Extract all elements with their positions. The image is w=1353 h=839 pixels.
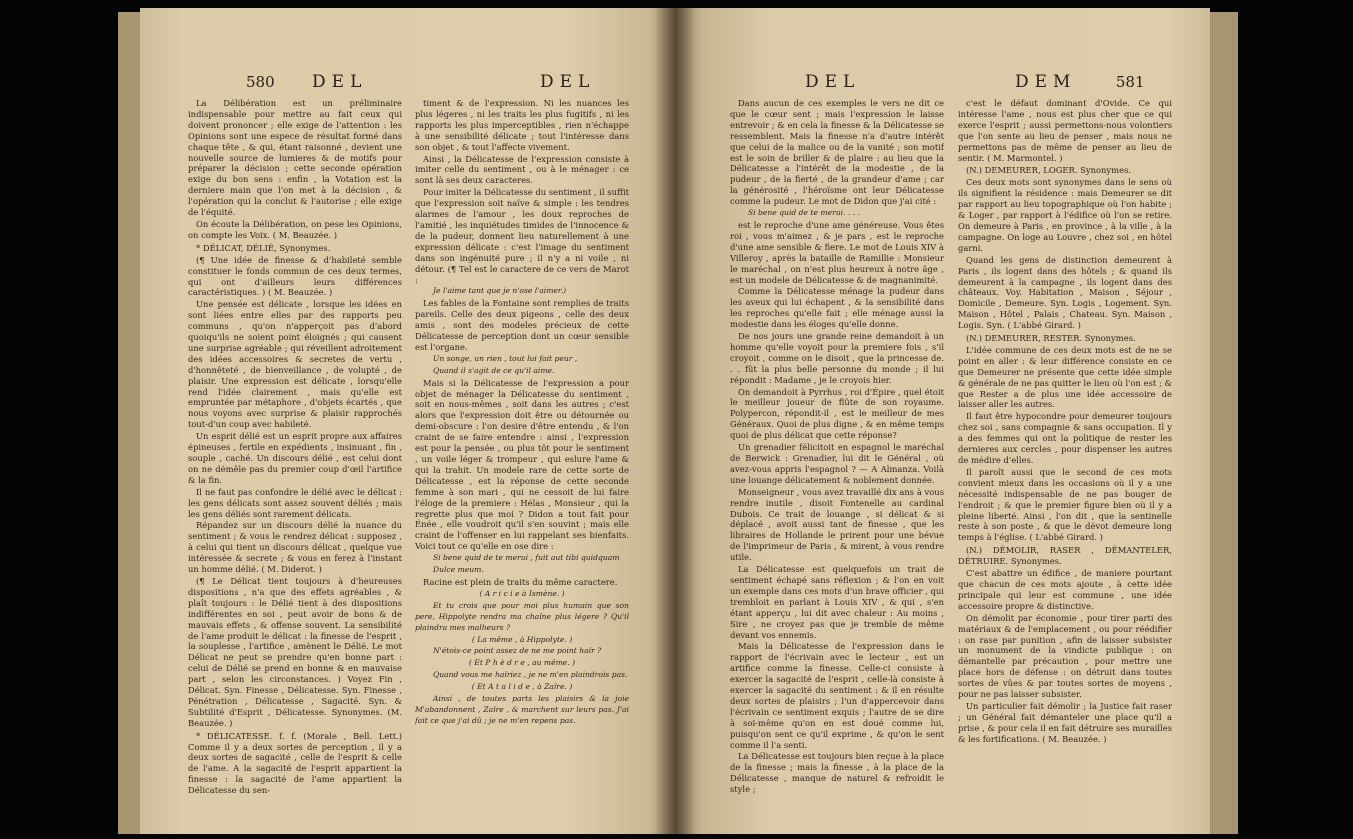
text-paragraph: Pour imiter la Délicatesse du sentiment , il suffit que l'expression soit naïve & simple : les tendres alarmes de l'amour , les doux reproches de l'amitié , les inquiétudes timides de l'innocence & de la pudeur, donnent lieu naturellement à une expression délicate : c'est l'image du sentiment dans son ingénuité pure ; il n'y a ni voile , ni détour. (¶ Tel est le caractere de ce vers de Marot : <box>415 187 629 285</box>
entry-heading: * DÉLICAT, DÉLIÉ, Synonymes. <box>196 242 331 253</box>
text-paragraph: (¶ Une idée de finesse & d'habileté semble constituer le fonds commun de ces deux termes, qui ont d'ailleurs leurs différences caractéristiques. ) ( M. Beauzée. ) <box>188 254 402 298</box>
verse-attribution: ( Et P h è d r e , au même. ) <box>468 658 576 668</box>
entry-heading: (N.) DEMEURER, LOGER. Synonymes. <box>966 165 1132 176</box>
text-paragraph: La Délibération est un préliminaire indispensable pour mettre au fait ceux qui doivent prononcer ; elle exige de l'attention : les Opinions sont une espece de résultat formé dans chaque tête , & qui, étant raisonné , devient une nouvelle source de lumieres & de motifs pour préparer la décision ; cette seconde opération exige du bon sens : enfin , la Votation est la derniere main que l'on met à la décision , & l'opération qui la conclut & l'autorise ; elle exige de l'équité. <box>188 98 402 218</box>
right-column-2 <box>958 98 1172 818</box>
text-paragraph: Un grenadier félicitoit en espagnol le maréchal de Berwick : Grenadier, lui dit le Général , où avez-vous appris l'espagnol ? — A Almanza. Voilà une louange délicatement & noblement donnée. <box>730 442 944 485</box>
left-header-term-1: DEL <box>312 72 368 92</box>
verse-line: Si bene quid de te merui , fuit aut tibi quidquam <box>433 553 620 563</box>
book-edge-left <box>118 12 142 834</box>
verse-attribution: ( A r i c i e à Ismène. ) <box>479 588 565 598</box>
left-page-number: 580 <box>246 73 275 91</box>
verse-attribution: ( La même , à Hippolyte. ) <box>471 634 573 644</box>
text-paragraph: Un esprit délié est un esprit propre aux affaires épineuses , fertile en expédients , insinuant , fin , souple , caché. Un discours délié , est celui dont on ne démêle pas du premier coup d'œil l'artifice & la fin. <box>188 431 402 485</box>
text-paragraph: timent & de l'expression. Ni les nuances les plus légeres , ni les traits les plus fugitifs , ni les rapports les plus imperceptibles , rien n'échappe à une sensibilité délicate ; tout l'intéresse dans son objet , & tout l'affecte vivement. <box>415 98 629 152</box>
text-paragraph: C'est abattre un édifice , de maniere pourtant que chacun de ces mots ajoute , à cette idée principale qui leur est commune , une idée accessoire propre & distinctive. <box>958 568 1172 611</box>
text-paragraph: Ainsi , la Délicatesse de l'expression consiste à imiter celle du sentiment , ou à le ménager : ce sont là ses deux caracteres. <box>415 153 629 186</box>
text-paragraph: Ces deux mots sont synonymes dans le sens où ils signifient la résidence : mais Demeurer se dit par rapport au lieu topographique où l'on habite ; & Loger , par rapport à l'édifice où l'on se retire. On demeure à Paris , en province , à la ville , à la campagne. On loge au Louvre , chez soi , en hôtel garni. <box>958 177 1172 253</box>
left-column-1 <box>188 98 402 818</box>
left-column-2 <box>415 98 629 818</box>
right-page-number: 581 <box>1115 73 1145 91</box>
text-paragraph: Racine est plein de traits du même caractere. <box>423 576 618 587</box>
book-edge-right <box>1208 12 1238 834</box>
text-paragraph: L'idée commune de ces deux mots est de ne se point en aller : & leur différence consiste en ce que Demeurer ne présente que cette idée simple & générale de ne pas quitter le lieu où l'on est ; & que Rester a de plus une idée accessoire de laisser aller les autres. <box>958 344 1172 410</box>
right-header-term-2: DEM <box>1015 72 1077 92</box>
text-paragraph: c'est le défaut dominant d'Ovide. Ce qui intéresse l'ame , nous est plus cher que ce qui exerce l'esprit ; aussi permettons-nous volontiers que l'on sente au lieu de penser , mais nous ne permettons pas de même de penser au lieu de sentir. ( M. Marmontel. ) <box>958 98 1172 163</box>
verse-line: N'étois-ce point assez de ne me point haïr ? <box>433 646 602 656</box>
open-book <box>140 8 1210 834</box>
right-page-header <box>1015 72 1145 92</box>
text-paragraph: La Délicatesse est toujours bien reçue à la place de la finesse ; mais la finesse , à la place de la Délicatesse , manque de naturel & refroidit le style ; <box>730 751 944 795</box>
right-column-1 <box>730 98 944 818</box>
text-paragraph: Il faut être hypocondre pour demeurer toujours chez soi , sans compagnie & sans occupation. Il y a des femmes qui ont la politique de rester les dernieres aux cercles , pour dispenser les autres de médire d'elles. <box>958 411 1172 465</box>
text-paragraph: La Délicatesse est quelquefois un trait de sentiment échapé sans réflexion ; & l'on en voit un exemple dans ces mots d'un brave officier , qui trembloit en parlant à Louis XIV , & qui , s'en étant apperçu , lui dit avec chaleur : Au moins , Sire , ne croyez pas que je tremble de même devant vos ennemis. <box>730 564 944 640</box>
text-paragraph: On demandoit à Pyrrhus , roi d'Épire , quel étoit le meilleur joueur de flûte de son royaume. Polypercon, répondit-il , est le meilleur de mes Généraux. Quoi de plus digne , & en même temps quoi de plus délicat que cette réponse? <box>730 386 944 441</box>
verse-line: Si bene quid de te merui. . . . <box>748 208 860 218</box>
text-paragraph: (¶ Le Délicat tient toujours à d'heureuses dispositions , n'a que des effets agréables , & plaît toujours : le Délié tient à des dispositions indifférentes en soi , peut avoir de bons & de mauvais effets , & offense souvent. La sensibilité de l'ame produit le délicat : la finesse de l'esprit , la souplesse , l'artifice , amènent le Délié. Le mot Délicat ne peut se prendre qu'en bonne part : celui de Délié se prend en bonne & en mauvaise part , selon les circonstances. ) Voyez Fin , Délicat. Syn. Finesse , Délicatesse. Syn. Finesse , Pénétration , Délicatesse , Sagacité. Syn. & Subtilité d'Esprit , Délicatesse. Synonymes. (M. Beauzée. ) <box>188 575 402 728</box>
text-paragraph: De nos jours une grande reine demandoit à un homme qu'elle voyoit pour la premiere fois , s'il croyoit , comme on le disoit , que la princesse de. . . fût la plus belle personne du monde ; il lui répondit : Madame , je le croyois hier. <box>730 331 944 385</box>
text-paragraph: Les fables de la Fontaine sont remplies de traits pareils. Celle des deux pigeons , celle des deux amis , sont des modeles précieux de cette Délicatesse de perception dont un cœur sensible est l'organe. <box>415 298 629 352</box>
text-paragraph: Une pensée est délicate , lorsque les idées en sont liées entre elles par des rapports peu communs , qu'on n'apperçoit pas d'abord quoiqu'ils ne soient point éloignés ; qui causent une surprise agréable ; qui réveillent adroitement des idées accessoires & secretes de vertu , d'honnêteté , de bienveillance , de volupté , de plaisir. Une expression est délicate , lorsqu'elle rend l'idée clairement , mais qu'elle est empruntée par métaphore , d'objets écartés , que nous voyons avec surprise & plaisir rapprochés tout-d'un coup avec habileté. <box>188 299 402 430</box>
verse-attribution: ( Et A t a l i d e , à Zaïre. ) <box>471 682 573 692</box>
right-page <box>675 8 1210 834</box>
text-paragraph: Un particulier fait démolir ; la Justice fait raser ; un Général fait démanteler une place qu'il a prise , & pour cela il en fait détruire ses murailles & les fortifications. ( M. Beauzée. ) <box>958 700 1172 744</box>
text-paragraph: Dans aucun de ces exemples le vers ne dit ce que le cœur sent ; mais l'expression le laisse entrevoir ; & en cela la finesse & la Délicatesse se ressemblent. Mais la finesse n'a d'autre intérêt que celui de la malice ou de la vanité ; son motif est le soin de briller & de plaire : au lieu que la Délicatesse a l'intérêt de la modestie , de la pudeur , de la fierté , de la grandeur d'ame ; car la générosité , l'héroïsme ont leur Délicatesse comme la pudeur. Le mot de Didon que j'ai cité : <box>730 98 944 207</box>
verse-line: Quand vous me haïriez , je ne m'en plaindrois pas. <box>433 670 628 680</box>
entry-heading: (N.) DEMEURER, RESTER. Synonymes. <box>966 333 1136 344</box>
text-paragraph: On écoute la Délibération, on pese les Opinions, on compte les Voix. ( M. Beauzée. ) <box>188 218 402 240</box>
right-header-term-1: DEL <box>805 72 861 92</box>
verse-line: Un songe, un rien , tout lui fait peur , <box>433 353 578 363</box>
text-paragraph: Il ne faut pas confondre le délié avec le délicat : les gens délicats sont assez souvent déliés ; mais les gens déliés sont rarement délicats. <box>188 486 402 519</box>
verse-line: Ainsi , de toutes parts les plaisirs & la joie M'abandonnent , Zaïre , & marchent sur leurs pas. J'ai fait ce que j'ai dû ; je ne m'en repens pas. <box>415 694 629 725</box>
text-paragraph: est le reproche d'une ame généreuse. Vous êtes roi , vous m'aimez , & je pars , est le reproche d'une ame sensible & fiere. Le mot de Louis XIV à Villeroy , après la bataille de Ramillie : Monsieur le maréchal , on n'est plus heureux à notre âge , est un modele de Délicatesse & de magnanimité. <box>730 219 944 285</box>
entry-heading: * DÉLICATESSE. f. f. (Morale , Bell. Lett.) Comme il y a deux sortes de perception , il y a deux sortes de sagacité , celle de l'esprit & celle de l'ame. A la sagacité de l'esprit appartient la finesse : la sagacité de l'ame appartient la Délicatesse du sen- <box>188 730 402 796</box>
left-page-header <box>246 72 367 92</box>
left-page <box>140 8 675 834</box>
book-gutter <box>655 8 695 834</box>
verse-line: Je l'aime tant que je n'ose l'aimer.) <box>433 286 567 296</box>
verse-line: Et tu crois que pour moi plus humain que son pere, Hippolyte rendra ma chaîne plus légere ? Qu'il plaindra mes malheurs ? <box>415 600 629 632</box>
entry-heading: (N.) DÉMOLIR, RASER , DÉMANTELER, DÉTRUIRE. Synonymes. <box>958 545 1172 567</box>
text-paragraph: Mais si la Délicatesse de l'expression a pour objet de ménager la Délicatesse du sentiment , soit en nous-mêmes , soit dans les autres ; c'est alors que l'expression doit être ou détournée ou demi-obscure : l'on desire d'être entendu , & l'on craint de se faire entendre : ainsi , l'expression est pour la pensée , ou plus tôt pour le sentiment , un voile léger & trompeur , qui eslure l'ame & qui la trahit. Un modele rare de cette sorte de Délicatesse , est la réponse de cette seconde femme à son mari , qui ne cessoit de lui faire l'éloge de la premiere : Hélas , Monsieur , qui la regrette plus que moi ? Didon a tout fait pour Énée , elle voudroit qu'il s'en souvint ; mais elle craint de l'offenser en lui rappelant ses bienfaits. Voici tout ce qu'elle en ose dire : <box>415 377 629 552</box>
text-paragraph: Répandez sur un discours délié la nuance du sentiment ; & vous le rendrez délicat : supposez , à celui qui tient un discours délicat , quelque vue intéressée & secrete ; & vous en ferez à l'instant un homme délié. ( M. Diderot. ) <box>188 520 402 575</box>
text-paragraph: Quand les gens de distinction demeurent à Paris , ils logent dans des hôtels ; & quand ils demeurent à la campagne , ils logent dans des châteaux. Voy. Habitation , Maison , Séjour , Domicile , Demeure. Syn. Logis , Logement. Syn. Maison , Hôtel , Palais , Chateau. Syn. Maison , Logis. Syn. ( L'abbé Girard. ) <box>958 254 1172 331</box>
text-paragraph: Mais la Délicatesse de l'expression dans le rapport de l'écrivain avec le lecteur , est un artifice comme la finesse. Celle-ci consiste à exercer la sagacité de l'esprit , celle-là consiste à exercer la sagacité du sentiment : & il en résulte deux sortes de plaisirs ; l'un d'appercevoir dans l'écrivain ce sentiment exquis ; l'autre de se dire à soi-même qu'on en est doué comme lui, puisqu'on sent ce qu'il exprime , & qu'on le sent comme il l'a senti. <box>730 641 944 750</box>
verse-line: Quand il s'agit de ce qu'il aime. <box>433 365 555 375</box>
verse-line: Dulce meum. <box>433 565 484 575</box>
text-paragraph: Comme la Délicatesse ménage la pudeur dans les aveux qui lui échapent , & la sensibilité dans les reproches qu'elle fait ; elle ménage aussi la modestie dans les éloges qu'elle donne. <box>730 286 944 330</box>
text-paragraph: Monseigneur , vous avez travaillé dix ans à vous rendre inutile , disoit Fontenelle au cardinal Dubois. Ce trait de louange , si délicat & si déplacé , avoit aussi tant de finesse , que les libraires de Hollande le prirent pour une bévue de l'imprimeur de Paris , & mirent, à vous rendre utile. <box>730 486 944 563</box>
text-paragraph: Il paroît aussi que le second de ces mots convient mieux dans les occasions où il y a une nécessité indispensable de ne pas bouger de l'endroit ; & que le premier figure bien où il y a pleine liberté. Ainsi , l'on dit , que la sentinelle reste à son poste , & que le dévot demeure long temps à l'église. ( L'abbé Girard. ) <box>958 466 1172 543</box>
text-paragraph: On démolit par économie , pour tirer parti des matériaux & de l'emplacement , ou pour réédifier : on rase par punition , afin de laisser subsister un monument de la vindicte publique : on démantelle par précaution , pour mettre une place hors de défense : on détruit dans toutes sortes de vûes & par toutes sortes de moyens , pour ne pas laisser subsister. <box>958 612 1172 700</box>
left-header-term-2: DEL <box>540 72 596 92</box>
